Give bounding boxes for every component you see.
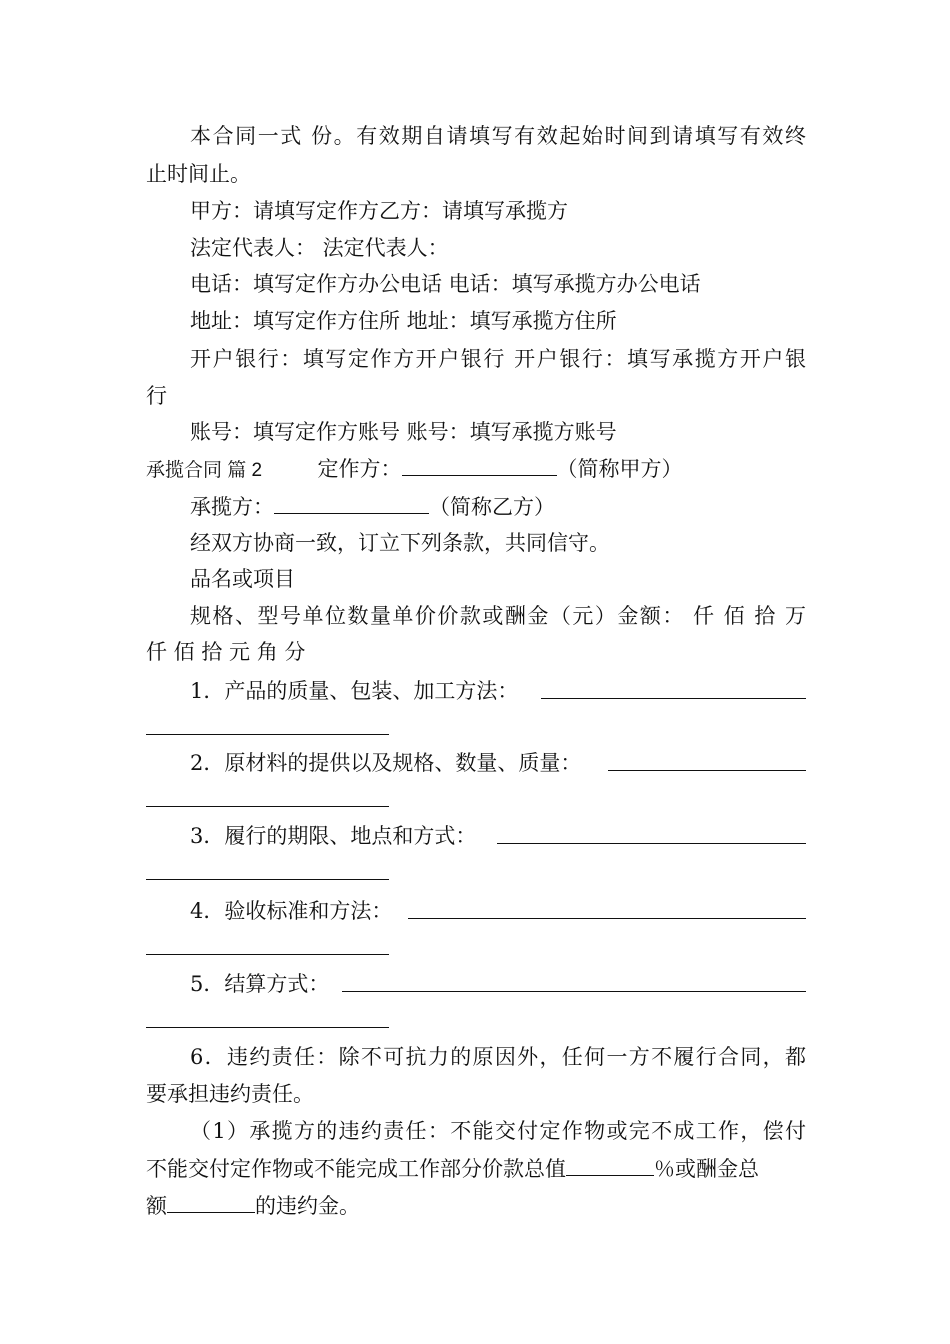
- paragraph-bank-line2: 行: [146, 384, 167, 408]
- paragraph-address: 地址：填写定作方住所 地址：填写承揽方住所: [190, 309, 617, 333]
- paragraph-spec-line1: 规格、型号单位数量单价价款或酬金（元）金额： 仟 佰 拾 万: [190, 604, 806, 628]
- sub-liability-line1: （1）承揽方的违约责任：不能交付定作物或完不成工作，偿付: [190, 1119, 806, 1143]
- party-b-blank: [274, 491, 429, 514]
- item-performance-blank-continued: [146, 879, 389, 880]
- sub-liability-line3-suffix: 的违约金。: [255, 1194, 360, 1218]
- item-acceptance: 4．验收标准和方法：: [190, 899, 393, 923]
- paragraph-validity-line2: 止时间止。: [146, 162, 251, 186]
- item-quality-blank-continued: [146, 734, 389, 735]
- item-liability-line2: 要承担违约责任。: [146, 1082, 314, 1106]
- item-liability-line1: 6．违约责任：除不可抗力的原因外，任何一方不履行合同，都: [190, 1045, 806, 1069]
- paragraph-account: 账号：填写定作方账号 账号：填写承揽方账号: [190, 420, 617, 444]
- item-performance-blank: [497, 843, 806, 844]
- party-a-label: 定作方：: [317, 457, 402, 481]
- party-a-blank: [402, 453, 557, 476]
- section-title: 承揽合同 篇 2: [146, 460, 263, 481]
- paragraph-legal-rep: 法定代表人： 法定代表人：: [190, 236, 449, 260]
- sub-liability-line2-text: 不能交付定作物或不能完成工作部分价款总值: [146, 1157, 566, 1181]
- item-settlement-blank: [342, 991, 806, 992]
- sub-liability-line2-suffix: ％或酬金总: [654, 1157, 759, 1181]
- item-quality: 1．产品的质量、包装、加工方法：: [190, 679, 519, 703]
- item-materials: 2．原材料的提供以及规格、数量、质量：: [190, 751, 582, 775]
- sub-liability-line2: [146, 1153, 950, 1184]
- item-materials-blank: [608, 770, 806, 771]
- paragraph-parties: 甲方：请填写定作方乙方：请填写承揽方: [190, 199, 568, 223]
- paragraph-validity-line1: 本合同一式 份。有效期自请填写有效起始时间到请填写有效终: [190, 124, 806, 148]
- party-b-row: [190, 491, 950, 522]
- item-quality-blank: [541, 698, 806, 699]
- amount-blank: [167, 1190, 255, 1213]
- item-materials-blank-continued: [146, 806, 389, 807]
- paragraph-spec-line2: 仟 佰 拾 元 角 分: [146, 640, 306, 664]
- party-b-suffix: （简称乙方）: [429, 495, 555, 519]
- item-settlement: 5．结算方式：: [190, 972, 330, 996]
- party-b-label: 承揽方：: [190, 495, 274, 519]
- sub-liability-line3: [146, 1190, 950, 1221]
- item-acceptance-blank: [408, 918, 806, 919]
- item-settlement-blank-continued: [146, 1027, 389, 1028]
- party-a-suffix: （简称甲方）: [556, 457, 683, 481]
- paragraph-bank-line1: 开户银行：填写定作方开户银行 开户银行：填写承揽方开户银: [190, 347, 806, 371]
- sub-liability-line3-text: 额: [146, 1194, 167, 1218]
- item-acceptance-blank-continued: [146, 954, 389, 955]
- section-heading-row: [146, 453, 950, 486]
- paragraph-agreement: 经双方协商一致，订立下列条款，共同信守。: [190, 531, 610, 555]
- percent-blank: [566, 1153, 654, 1176]
- item-performance: 3．履行的期限、地点和方式：: [190, 824, 477, 848]
- paragraph-phone: 电话：填写定作方办公电话 电话：填写承揽方办公电话: [190, 272, 701, 296]
- paragraph-product-name: 品名或项目: [190, 567, 295, 591]
